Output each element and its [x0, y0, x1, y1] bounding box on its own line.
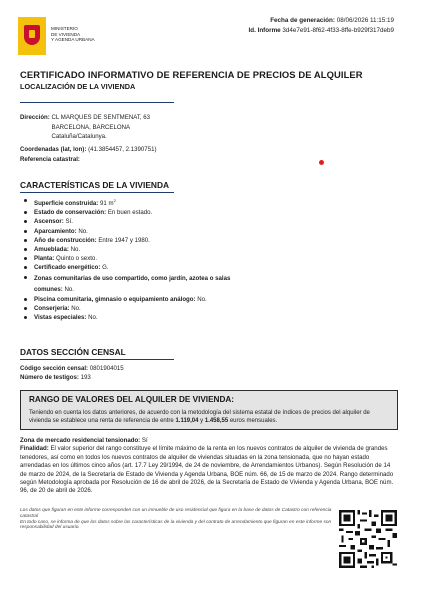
coordinates-row: [20, 145, 400, 155]
witnesses-row: [20, 374, 124, 383]
item-label: Amueblada:: [34, 246, 69, 254]
list-item: [22, 196, 402, 208]
footnote-line: Los datos que figuran en este informe corresponden con un inmueble de uso residencial que figura en la base de datos de Catastro con referencia catastral: [20, 508, 332, 519]
item-label: Superficie construida:: [34, 200, 99, 208]
item-value: En buen estado.: [107, 209, 153, 217]
item-label: Año de construcción:: [34, 236, 97, 244]
range-text-part: euros mensuales.: [228, 418, 278, 425]
list-item: [22, 273, 259, 295]
item-value: Sí.: [65, 218, 73, 226]
item-label: Planta:: [34, 255, 55, 263]
qr-code-icon: [339, 510, 397, 568]
item-value: No.: [197, 295, 207, 303]
report-id-label: Id. Informe: [248, 27, 281, 34]
list-item: [22, 245, 402, 254]
item-value: 91 $m^2$: [100, 198, 116, 208]
list-item: [22, 295, 402, 304]
finality-row: [20, 445, 398, 495]
census-title: DATOS SECCIÓN CENSAL: [20, 347, 126, 357]
item-value: No.: [64, 285, 74, 293]
cadastral-row: [20, 155, 400, 165]
generation-date-value: 08/06/2026 11:15:19: [336, 17, 394, 24]
characteristics-title: CARACTERÍSTICAS DE LA VIVIENDA: [20, 180, 170, 190]
list-item: [22, 227, 402, 236]
address-value: [52, 113, 151, 142]
footnote: [20, 508, 338, 531]
stressed-zone-label: Zona de mercado residencial tensionado:: [20, 437, 141, 444]
address-row: [20, 113, 400, 142]
list-item: [22, 304, 402, 313]
address-line: BARCELONA, BARCELONA: [51, 123, 131, 131]
census-code-row: [20, 365, 124, 374]
rent-min-value: 1.119,04: [175, 418, 199, 425]
rent-max-value: 1.458,55: [204, 418, 229, 425]
location-section-title: LOCALIZACIÓN DE LA VIVIENDA: [20, 82, 136, 91]
item-label: Aparcamiento:: [34, 227, 77, 235]
item-value: No.: [78, 227, 88, 235]
list-item: [22, 313, 402, 322]
characteristics-list: [22, 196, 402, 322]
stressed-zone-row: [20, 437, 398, 445]
census-code-value: 0801904015: [89, 365, 124, 372]
item-value: G.: [102, 264, 109, 272]
item-label: Vistas especiales:: [34, 314, 87, 322]
witnesses-value: 193: [80, 373, 91, 381]
ministry-line: DE VIVIENDA: [51, 31, 81, 37]
item-label: Estado de conservación:: [34, 209, 107, 217]
report-id-value: 3d4e7e91-8f62-4f33-8ffe-b929f317deb9: [282, 27, 394, 34]
census-code-label: Código sección censal:: [20, 365, 89, 372]
item-label: Piscina comunitaria, gimnasio o equipamiento análogo:: [34, 295, 196, 303]
coat-of-arms-icon: [18, 17, 46, 55]
item-value: No.: [88, 314, 98, 322]
coordinates-value: (41.3854457, 2.1390751): [88, 145, 157, 153]
coordinates-label: Coordenadas (lat, lon):: [20, 145, 87, 153]
address-line: CL MARQUES DE SENTMENAT, 63: [51, 114, 151, 121]
zone-details: [20, 437, 398, 496]
report-meta: [248, 16, 394, 36]
item-value: No.: [70, 246, 81, 254]
range-text-part: Teniendo en cuenta los datos anteriores, de acuerdo con la metodología del sistema estatal de índices de precios del alquiler de vivienda se establece una renta de referencia de entre: [29, 410, 370, 425]
generation-date-label: Fecha de generación:: [270, 17, 335, 24]
location-details: [20, 113, 400, 165]
rent-range-text: [29, 409, 391, 425]
item-label: Certificado energético:: [34, 264, 101, 272]
finality-text: El valor superior del rango constituye el límite máximo de la renta en los nuevos contratos de alquiler de vivienda de grandes tenedores, así como en todos los nuevos contratos de alquiler de viviendas situadas en la zona tensionada, que no hayan estado arrendadas en los últimos cinco años (art. 17.7 Ley 29/1994, de 24 de noviembre, de Arrendamientos Urbanos). Según Resolución de 14 de marzo de 2024, de la Secretaría de Estado de Vivienda y Agenda Urbana, BOE núm. 66, de 15 de marzo de 2024. Rango determinado según Metodología aprobada por Resolución de 16 de abril de 2026, de la Secretaría de Estado de Vivienda y Agenda Urbana, BOE núm. 96, de 20 de abril de 2026.: [20, 445, 394, 495]
section-divider: [20, 359, 174, 360]
census-details: [20, 365, 124, 382]
item-value: Entre 1947 y 1980.: [98, 236, 150, 244]
finality-label: Finalidad:: [20, 445, 49, 453]
item-label: Zonas comunitarias de uso compartido, como jardín, azotea o salas comunes:: [34, 274, 231, 293]
item-label: Ascensor:: [34, 218, 64, 226]
item-value: No.: [71, 304, 81, 312]
stressed-zone-value: Sí: [141, 437, 148, 444]
list-item: [22, 236, 402, 245]
list-item: [22, 208, 402, 217]
ministry-logo: [18, 17, 118, 57]
rent-range-box: [20, 390, 398, 430]
rent-range-title: RANGO DE VALORES DEL ALQUILER DE VIVIENDA:: [29, 395, 235, 404]
document-title: CERTIFICADO INFORMATIVO DE REFERENCIA DE PRECIOS DE ALQUILER: [20, 69, 363, 80]
list-item: [22, 217, 402, 226]
range-text-part: y: [198, 418, 205, 425]
ministry-line: MINISTERIO: [51, 26, 78, 31]
ministry-name: [51, 26, 95, 43]
item-label: Conserjería:: [34, 304, 70, 312]
list-item: [22, 254, 402, 263]
witnesses-label: Número de testigos:: [20, 373, 79, 381]
ministry-line: Y AGENDA URBANA: [51, 37, 95, 43]
item-value: Quinto o sexto.: [56, 255, 98, 263]
cadastral-label: Referencia catastral:: [20, 156, 80, 164]
map-marker-icon: [319, 160, 324, 165]
address-label: Dirección:: [20, 114, 50, 121]
list-item: [22, 263, 402, 272]
section-divider: [20, 102, 174, 103]
address-line: Cataluña/Catalunya.: [51, 133, 107, 141]
footnote-line: En todo caso, se informa de que los datos sobre las características de la vivienda y del contrato de arrendamiento que figuran en este informe son responsabilidad del usuario.: [20, 519, 332, 531]
section-divider: [20, 192, 174, 193]
